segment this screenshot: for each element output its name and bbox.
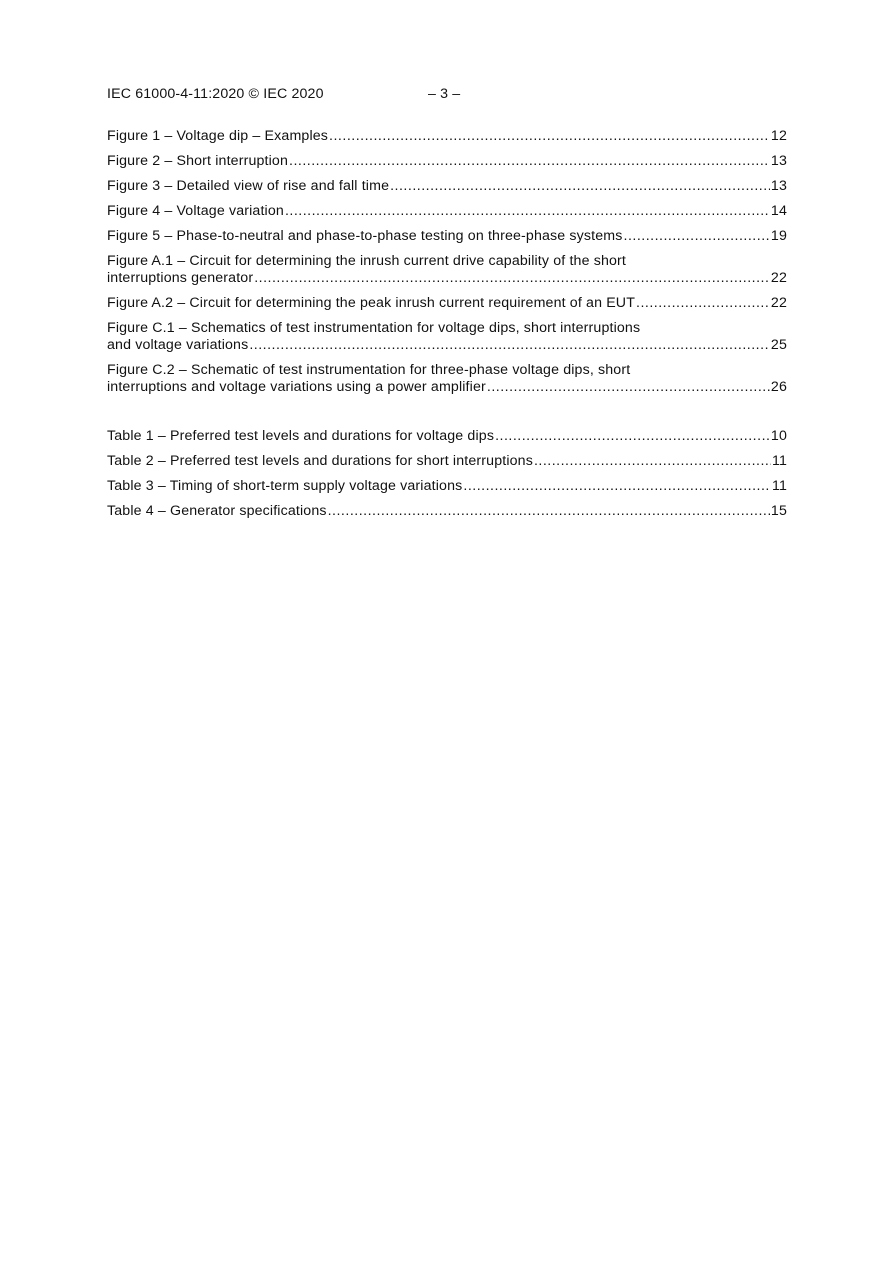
dot-leader [495,428,770,445]
toc-entry-page: 26 [770,379,787,395]
toc-entry-figure-3[interactable] [107,178,787,195]
dot-leader [487,379,770,396]
dot-leader [636,295,770,312]
toc-entry-figure-a2[interactable] [107,295,787,312]
toc-entry-page: 11 [771,478,787,494]
toc-entry-title: Figure A.2 – Circuit for determining the peak inrush current requirement of an EUT [107,295,636,311]
toc-entry-title: Table 3 – Timing of short-term supply voltage variations [107,478,463,494]
toc-entry-table-1[interactable] [107,428,787,445]
dot-leader [463,478,771,495]
dot-leader [289,153,770,170]
toc-entry-title: Figure 5 – Phase-to-neutral and phase-to-phase testing on three-phase systems [107,228,623,244]
dot-leader [624,228,770,245]
toc-entry-table-2[interactable] [107,453,787,470]
standard-reference: IEC 61000-4-11:2020 © IEC 2020 [107,86,324,102]
dot-leader [534,453,771,470]
toc-entry-title: Figure 2 – Short interruption [107,153,289,169]
dot-leader [328,503,770,520]
toc-entry-figure-2[interactable] [107,153,787,170]
toc-entry-table-3[interactable] [107,478,787,495]
dot-leader [390,178,770,195]
toc-entry-title-line1: Figure C.2 – Schematic of test instrumentation for three-phase voltage dips, short [107,362,631,378]
toc-entry-page: 13 [770,153,787,169]
toc-entry-title-line2: interruptions and voltage variations using a power amplifier [107,379,486,395]
toc-entry-title: Figure 1 – Voltage dip – Examples [107,128,329,144]
toc-entry-page: 10 [770,428,787,444]
toc-entry-page: 22 [770,270,787,286]
toc-entry-figure-a1[interactable] [107,253,787,287]
dot-leader [329,128,770,145]
toc-entry-title: Figure 3 – Detailed view of rise and fall time [107,178,390,194]
dot-leader [285,203,770,220]
toc-entry-figure-1[interactable] [107,128,787,145]
toc-entry-figure-c1[interactable] [107,320,787,354]
toc-entry-page: 19 [770,228,787,244]
toc-entry-figure-c2[interactable] [107,362,787,396]
toc-entry-title-line1: Figure A.1 – Circuit for determining the inrush current drive capability of the short [107,253,627,269]
toc-entry-page: 15 [770,503,787,519]
toc-entry-page: 22 [770,295,787,311]
toc-entry-page: 12 [770,128,787,144]
toc-entry-page: 14 [770,203,787,219]
toc-entry-title: Figure 4 – Voltage variation [107,203,284,219]
toc-entry-title-line1: Figure C.1 – Schematics of test instrumentation for voltage dips, short interruptions [107,320,641,336]
toc-entry-title-line2: interruptions generator [107,270,254,286]
toc-entry-title-line2: and voltage variations [107,337,249,353]
toc-entry-table-4[interactable] [107,503,787,520]
toc-entry-title: Table 2 – Preferred test levels and durations for short interruptions [107,453,533,469]
dot-leader [254,270,770,287]
toc-entry-page: 13 [770,178,787,194]
toc-entry-page: 11 [771,453,787,469]
toc-entry-title: Table 1 – Preferred test levels and durations for voltage dips [107,428,495,444]
dot-leader [249,337,770,354]
page-number: – 3 – [428,86,461,102]
toc-entry-page: 25 [770,337,787,353]
toc-entry-figure-5[interactable] [107,228,787,245]
toc-entry-figure-4[interactable] [107,203,787,220]
toc-entry-title: Table 4 – Generator specifications [107,503,327,519]
